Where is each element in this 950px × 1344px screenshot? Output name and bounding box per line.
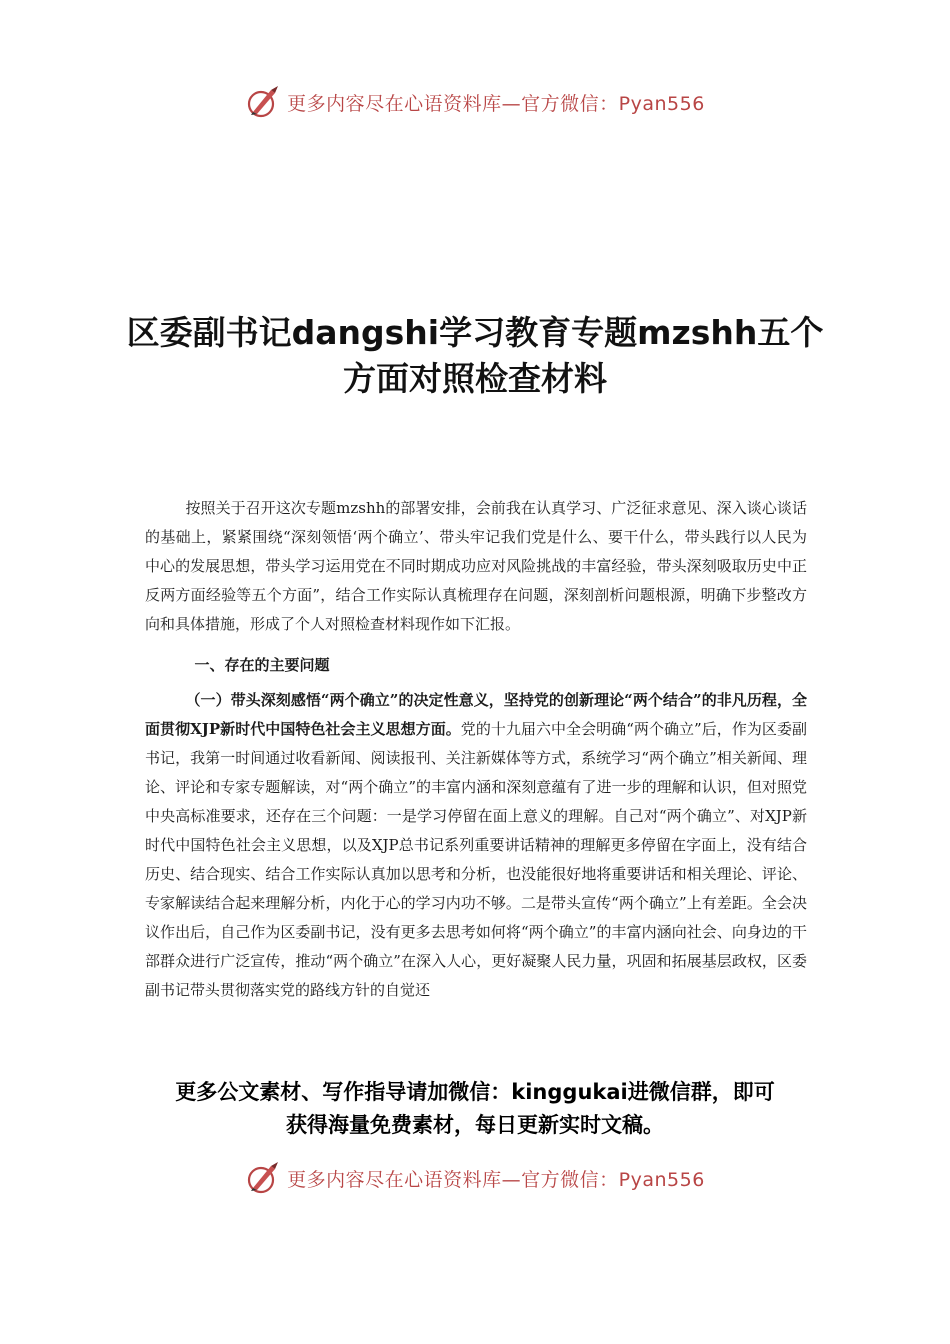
promo-line-1: 更多公文素材、写作指导请加微信：kinggukai进微信群，即可 [175,1080,775,1104]
pen-quill-logo-icon [245,84,281,120]
document-body [145,494,807,1005]
promo-banner [130,1076,820,1142]
footer-watermark [0,1158,950,1198]
document-title: 区委副书记dangshi学习教育专题mzshh五个方面对照检查材料 [126,313,824,398]
watermark-text: 更多内容尽在心语资料库—官方微信：Pyan556 [287,1168,705,1191]
header-watermark [0,82,950,122]
pen-quill-logo-icon [245,1160,281,1196]
promo-line-2: 获得海量免费素材，每日更新实时文稿。 [286,1113,664,1137]
watermark-text: 更多内容尽在心语资料库—官方微信：Pyan556 [287,92,705,115]
intro-paragraph: 按照关于召开这次专题mzshh的部署安排，会前我在认真学习、广泛征求意见、深入谈心谈话的基础上，紧紧围绕“深刻领悟‘两个确立’、带头牢记我们党是什么、要干什么，带头践行以人民为中心的发展思想，带头学习运用党在不同时期成功应对风险挑战的丰富经验，带头深刻吸取历史中正反两方面经验等五个方面”，结合工作实际认真梳理存在问题，深刻剖析问题根源，明确下步整改方向和具体措施，形成了个人对照检查材料现作如下汇报。 [145,499,807,633]
subsection-paragraph [145,686,807,1005]
section-heading: 一、存在的主要问题 [194,656,330,674]
subsection-heading: （一）带头深刻感悟“两个确立”的决定性意义，坚持党的创新理论“两个结合”的非凡历程，全面贯彻XJP新时代中国特色社会主义思想方面。 [145,691,807,738]
subsection-body: 党的十九届六中全会明确“两个确立”后，作为区委副书记，我第一时间通过收看新闻、阅读报刊、关注新媒体等方式，系统学习“两个确立”相关新闻、理论、评论和专家专题解读，对“两个确立”的丰富内涵和深刻意蕴有了进一步的理解和认识，但对照党中央高标准要求，还存在三个问题：一是学习停留在面上意义的理解。自己对“两个确立”、对XJP新时代中国特色社会主义思想，以及XJP总书记系列重要讲话精神的理解更多停留在字面上，没有结合历史、结合现实、结合工作实际认真加以思考和分析，也没能很好地将重要讲话和相关理论、评论、专家解读结合起来理解分析，内化于心的学习内功不够。二是带头宣传“两个确立”上有差距。全会决议作出后，自己作为区委副书记，没有更多去思考如何将“两个确立”的丰富内涵向社会、向身边的干部群众进行广泛宣传，推动“两个确立”在深入人心，更好凝聚人民力量，巩固和拓展基层政权，区委副书记带头贯彻落实党的路线方针的自觉还 [145,720,807,999]
